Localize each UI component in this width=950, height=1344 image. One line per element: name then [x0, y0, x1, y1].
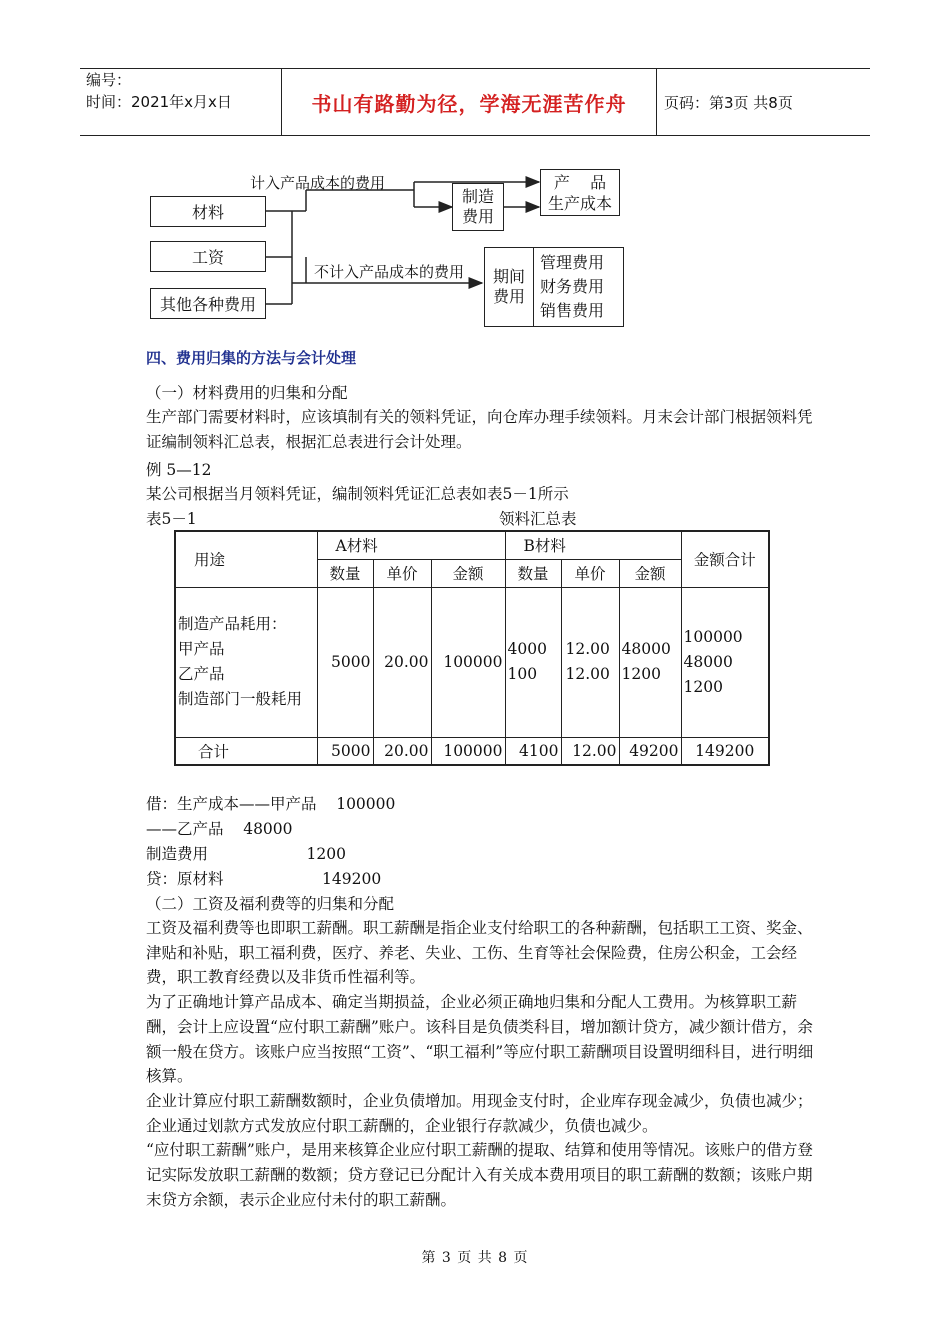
sub2-para: 为了正确地计算产品成本、确定当期损益，企业必须正确地归集和分配人工费用。为核算职工薪酬，会计上应设置“应付职工薪酬”账户。该科目是负债类科目，增加额计贷方，减少额计借方，余额一般在贷方。该账户应当按照“工资”、“职工福利”等应付职工薪酬项目设置明细科目，进行明细核算。 — [146, 993, 814, 1086]
diagram-period-item: 管理费用 — [540, 253, 605, 272]
sum-cell: 4100 — [505, 737, 561, 765]
header-page-info: 页码：第3页 共8页 — [664, 94, 793, 112]
cell-a-amount: 100000 — [431, 587, 505, 737]
entry-line: 制造费用 1200 — [146, 845, 346, 863]
sub1-paragraph — [146, 405, 822, 454]
diagram-period-item: 销售费用 — [540, 301, 605, 320]
sum-cell: 149200 — [681, 737, 769, 765]
diagram-box-period-expense — [484, 247, 624, 327]
header-number: 编号： — [86, 71, 132, 89]
diagram-box-wages — [150, 241, 266, 272]
sum-label: 合计 — [175, 737, 317, 765]
entry-line: 贷：原材料 149200 — [146, 870, 382, 888]
sum-cell: 12.00 — [561, 737, 619, 765]
th-a-price: 单价 — [373, 559, 431, 587]
th-total: 金额合计 — [681, 531, 769, 587]
cost-flow-diagram — [0, 0, 950, 340]
diagram-box-production-cost — [540, 169, 620, 216]
sub2-para: 企业计算应付职工薪酬数额时，企业负债增加。用现金支付时，企业库存现金减少，负债也减少；企业通过划款方式发放应付职工薪酬的，企业银行存款减少，负债也减少。 — [146, 1091, 813, 1135]
sub2-para: “应付职工薪酬”账户，是用来核算企业应付职工薪酬的提取、结算和使用等情况。该账户的借方登记实际发放职工薪酬的数额；贷方登记已分配计入有关成本费用项目的职工薪酬的数额；该账户期末贷方余额，表示企业应付未付的职工薪酬。 — [146, 1141, 813, 1209]
row-labels: 制造产品耗用： 甲产品 乙产品 制造部门一般耗用 — [175, 587, 317, 737]
sub2-title: （二）工资及福利费等的归集和分配 — [146, 895, 395, 913]
sub2-paragraphs — [146, 916, 822, 1212]
diagram-box-mfg-overhead — [452, 183, 504, 231]
sub1-title: （一）材料费用的归集和分配 — [146, 384, 348, 402]
th-b-amount: 金额 — [619, 559, 681, 587]
diagram-product-top: 产 品 — [553, 172, 607, 192]
diagram-box-material — [150, 196, 266, 227]
diagram-period-label-cell — [485, 248, 534, 326]
header-time: 时间：2021年x月x日 — [86, 93, 232, 111]
diagram-product-bottom: 生产成本 — [547, 193, 612, 213]
th-b-qty: 数量 — [505, 559, 561, 587]
cell-b-amount: 48000 1200 — [619, 587, 681, 737]
sub2-para: 工资及福利费等也即职工薪酬。职工薪酬是指企业支付给职工的各种薪酬，包括职工工资、奖金、津贴和补贴，职工福利费，医疗、养老、失业、工伤、生育等社会保险费，住房公积金，工会经费，职工教育经费以及非货币性福利等。 — [146, 919, 813, 987]
th-use: 用途 — [175, 531, 317, 587]
th-material-a: A材料 — [317, 531, 505, 559]
diagram-box-material-label: 材料 — [191, 203, 224, 222]
cell-a-price: 20.00 — [373, 587, 431, 737]
diagram-box-mfg-overhead-label: 制造 费用 — [461, 187, 494, 226]
entry-line: ——乙产品 48000 — [146, 820, 293, 838]
header-motto: 书山有路勤为径，学海无涯苦作舟 — [311, 92, 627, 116]
th-a-qty: 数量 — [317, 559, 373, 587]
diagram-period-label: 期间 费用 — [492, 267, 525, 306]
sub1-para-text: 生产部门需要材料时，应该填制有关的领料凭证，向仓库办理手续领料。月末会计部门根据领料凭证编制领料汇总表，根据汇总表进行会计处理。 — [146, 408, 813, 451]
sum-cell: 20.00 — [373, 737, 431, 765]
th-material-b: B材料 — [505, 531, 681, 559]
sum-cell: 100000 — [431, 737, 505, 765]
table-number: 表5－1 — [146, 510, 197, 528]
material-summary-table — [174, 530, 770, 766]
cell-a-qty: 5000 — [317, 587, 373, 737]
diagram-label-included: 计入产品成本的费用 — [250, 174, 386, 192]
section-title: 四、费用归集的方法与会计处理 — [146, 349, 357, 367]
sum-cell: 49200 — [619, 737, 681, 765]
th-b-price: 单价 — [561, 559, 619, 587]
diagram-box-wages-label: 工资 — [191, 248, 224, 267]
diagram-period-item: 财务费用 — [540, 277, 605, 296]
sum-cell: 5000 — [317, 737, 373, 765]
diagram-box-other-label: 其他各种费用 — [159, 295, 256, 314]
cell-b-price: 12.00 12.00 — [561, 587, 619, 737]
cell-total: 100000 48000 1200 — [681, 587, 769, 737]
entry-line: 借：生产成本——甲产品 100000 — [146, 795, 396, 813]
table-title: 领料汇总表 — [499, 510, 577, 528]
page-footer: 第 3 页 共 8 页 — [421, 1250, 529, 1266]
cell-b-qty: 4000 100 — [505, 587, 561, 737]
diagram-period-items — [534, 248, 623, 326]
example-label: 例 5—12 — [146, 461, 212, 479]
diagram-label-excluded: 不计入产品成本的费用 — [314, 263, 465, 281]
example-text: 某公司根据当月领料凭证，编制领料凭证汇总表如表5－1所示 — [146, 485, 569, 503]
th-a-amount: 金额 — [431, 559, 505, 587]
diagram-box-other — [150, 288, 266, 319]
